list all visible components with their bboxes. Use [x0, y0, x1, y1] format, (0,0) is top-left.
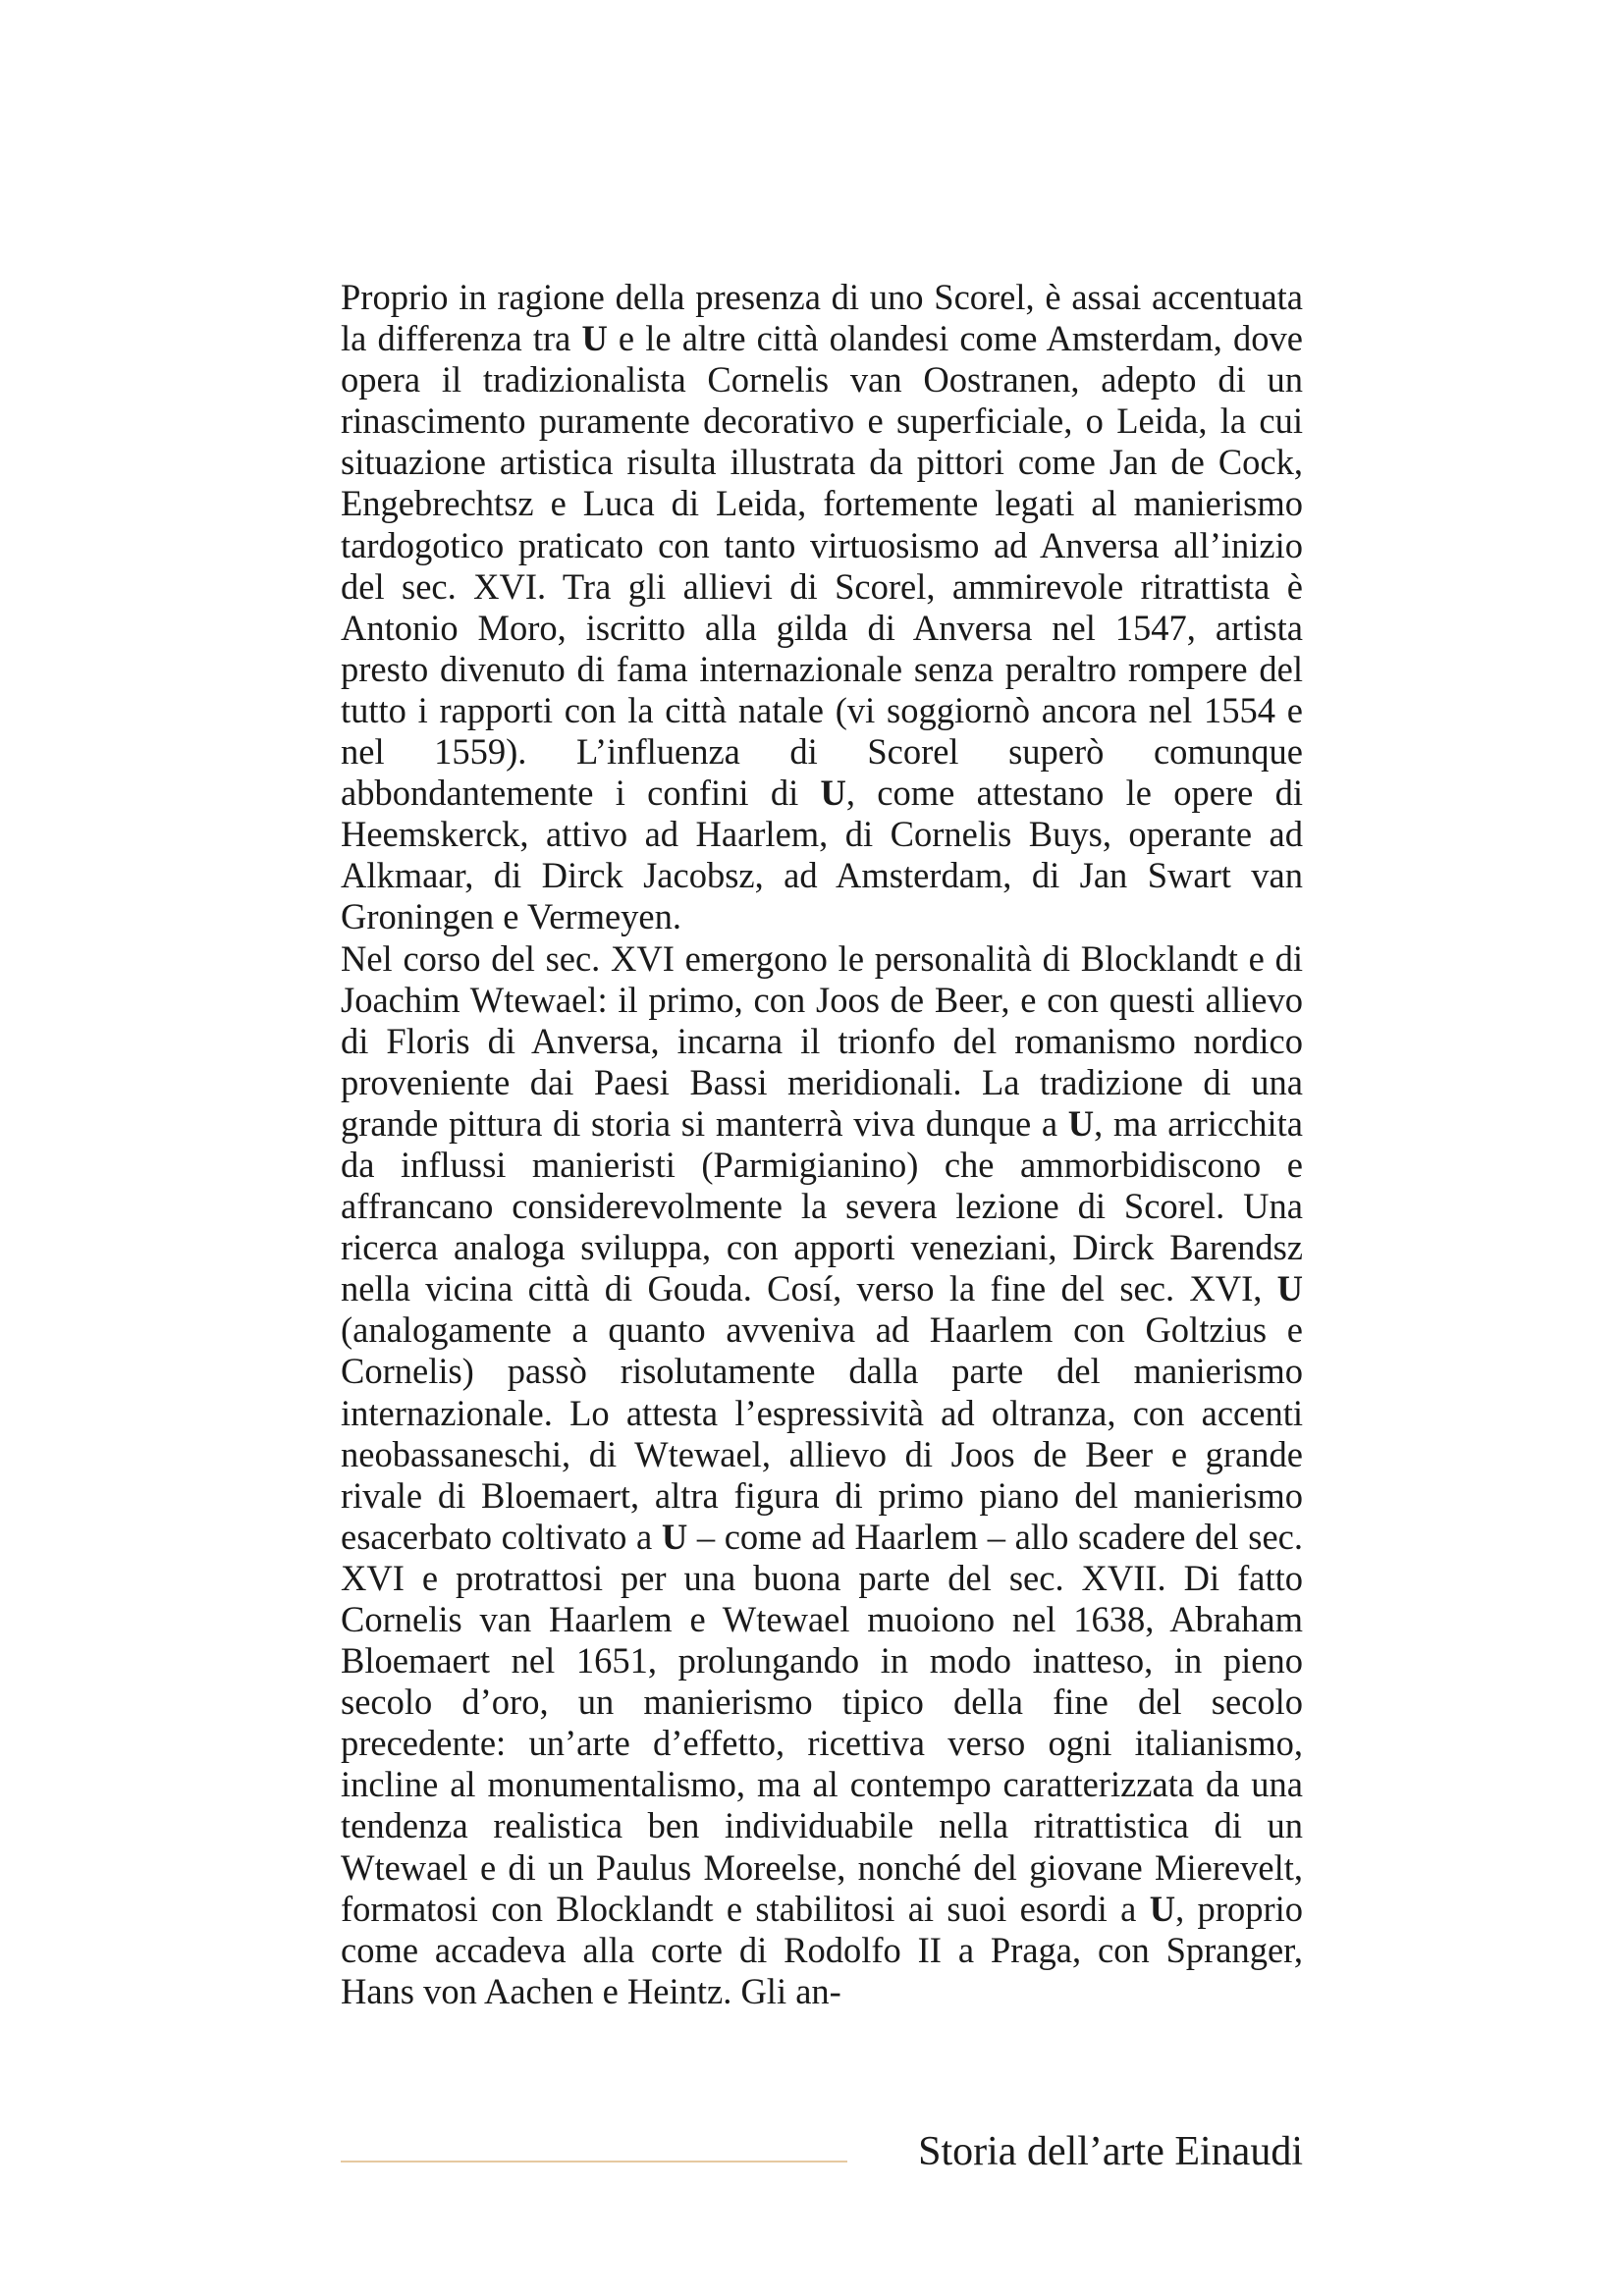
footer-rule [341, 2161, 847, 2163]
body-text [341, 277, 1303, 2012]
bold-run: U [1067, 1102, 1095, 1144]
bold-run: U [581, 318, 608, 359]
bold-run: U [661, 1516, 688, 1557]
paragraph: Proprio in ragione della presenza di uno Scorel, è assai accentuata la differenza tra U e le altre città olandesi come Amsterdam, dove opera il tradizionalista Cornelis van Oostranen, adepto di un rinascimento puramente decorativo e superficiale, o Leida, la cui situazione artistica risulta illustrata da pittori come Jan de Cock, Engebrechtsz e Luca di Leida, fortemente legati al manierismo tardogotico praticato con tanto virtuosismo ad Anversa all’inizio del sec. XVI. Tra gli allievi di Scorel, ammirevole ritrattista è Antonio Moro, iscritto alla gilda di Anversa nel 1547, artista presto divenuto di fama internazionale senza peraltro rompere del tutto i rapporti con la città natale (vi soggiornò ancora nel 1554 e nel 1559). L’influenza di Scorel superò comunque abbondantemente i confini di U, come attestano le opere di Heemskerck, attivo ad Haarlem, di Cornelis Buys, operante ad Alkmaar, di Dirck Jacobsz, ad Amsterdam, di Jan Swart van Groningen e Vermeyen. [341, 277, 1304, 937]
paragraph: Nel corso del sec. XVI emergono le personalità di Blocklandt e di Joachim Wtewael: il primo, con Joos de Beer, e con questi allievo di Floris di Anversa, incarna il trionfo del romanismo nordico proveniente dai Paesi Bassi meridionali. La tradizione di una grande pittura di storia si manterrà viva dunque a U, ma arricchita da influssi manieristi (Parmigianino) che ammorbidiscono e affrancano considerevolmente la severa lezione di Scorel. Una ricerca analoga sviluppa, con apporti veneziani, Dirck Barendsz nella vicina città di Gouda. Cosí, verso la fine del sec. XVI, U (analogamente a quanto avveniva ad Haarlem con Goltzius e Cornelis) passò risolutamente dalla parte del manierismo internazionale. Lo attesta l’espressività ad oltranza, con accenti neobassaneschi, di Wtewael, allievo di Joos de Beer e grande rivale di Bloemaert, altra figura di primo piano del manierismo esacerbato coltivato a U – come ad Haarlem – allo scadere del sec. XVI e protrattosi per una buona parte del sec. XVII. Di fatto Cornelis van Haarlem e Wtewael muoiono nel 1638, Abraham Bloemaert nel 1651, prolungando in modo inatteso, in pieno secolo d’oro, un manierismo tipico della fine del secolo precedente: un’arte d’effetto, ricettiva verso ogni italianismo, incline al monumentalismo, ma al contempo caratterizzata da una tendenza realistica ben individuabile nella ritrattistica di un Wtewael e di un Paulus Moreelse, nonché del giovane Mierevelt, formatosi con Blocklandt e stabilitosi ai suoi esordi a U, proprio come accadeva alla corte di Rodolfo II a Praga, con Spranger, Hans von Aachen e Heintz. Gli an- [341, 937, 1304, 2011]
bold-run: U [1276, 1268, 1303, 1309]
bold-run: U [1149, 1888, 1176, 1929]
footer-title: Storia dell’arte Einaudi [918, 2129, 1303, 2174]
bold-run: U [820, 773, 846, 814]
